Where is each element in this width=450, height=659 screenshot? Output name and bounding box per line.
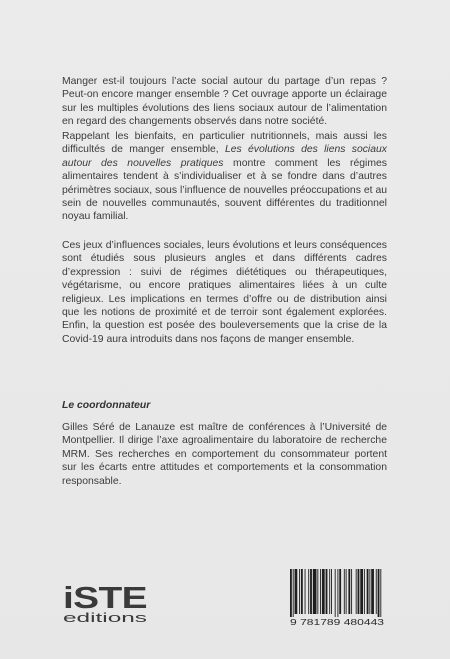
- description-text-2-end: montre comment les régimes alimentaires tendent à s’individualiser et à se fondre dans d’autres périmètres sociaux, sous l’influence de nouvelles préoccupations et au sein de nouvelles communautés, souvent différentes du traditionnel noyau familial.: [62, 157, 387, 223]
- description-paragraph-3: [62, 239, 387, 354]
- barcode-bar: [358, 569, 360, 614]
- barcode-bar: [329, 569, 330, 614]
- book-title-italic: Les évolutions des liens sociaux autour des nouvelles pratiques: [62, 144, 387, 169]
- barcode-bar: [331, 569, 332, 614]
- description-text-3: Ces jeux d’influences sociales, leurs évolutions et leurs conséquences sont étudiés sous plusieurs angles et dans différents cadres d’expression : suivi de régimes diététiques ou thérapeutiques, végétarisme, ou encore pratiques alimentaires liées à un culte religieux. Les implications en termes d’offre ou de distribution ainsi que les notions de proximité et de terroir sont également explorées. Enfin, la question est posée des bouleversements que la crise de la Covid-19 aura introduits dans nos façons de manger ensemble.: [62, 240, 387, 345]
- barcode-bar: [369, 569, 370, 614]
- barcode-bars: [290, 569, 381, 617]
- description-paragraph-1: [62, 75, 387, 137]
- barcode-number: 9 781789 480443: [290, 618, 385, 627]
- barcode-bar: [293, 569, 294, 617]
- barcode-bar: [335, 569, 336, 617]
- barcode-bar: [344, 569, 345, 614]
- barcode-bar: [339, 569, 341, 614]
- iste-editions-logo: [61, 580, 149, 626]
- barcode-bar: [378, 569, 380, 617]
- barcode-bar: [348, 569, 350, 614]
- description-text-2: [62, 130, 387, 224]
- barcode-bar: [371, 569, 374, 614]
- barcode-bar: [376, 569, 377, 614]
- barcode-bar: [299, 569, 300, 614]
- barcode-bar: [346, 569, 347, 614]
- barcode-bar: [310, 569, 312, 614]
- barcode-bar: [380, 569, 381, 617]
- barcode-bar: [364, 569, 365, 614]
- logo-wordmark: iSTE: [63, 580, 147, 615]
- barcode-bar: [326, 569, 328, 614]
- description-text-1: Manger est-il toujours l’acte social autour du partage d’un repas ? Peut-on encore manger ensemble ? Cet ouvrage apporte un éclairage sur les multiples évolutions des liens sociaux autour de l’alimentation en regard des changements observés dans notre société.: [62, 76, 387, 128]
- barcode-bar: [351, 569, 352, 614]
- barcode-bar: [317, 569, 318, 614]
- barcode-bar: [308, 569, 309, 614]
- barcode-bar: [313, 569, 317, 614]
- isbn-barcode: [287, 567, 387, 627]
- barcode-bar: [320, 569, 321, 614]
- barcode-bar: [301, 569, 303, 614]
- barcode-bar: [367, 569, 369, 614]
- barcode-bar: [337, 569, 338, 617]
- logo-subtitle: editions: [63, 611, 147, 625]
- coordinator-bio-text: Gilles Séré de Lanauze est maître de conférences à l’Université de Montpellier. Il dirige l’axe agroalimentaire du laboratoire de recherche MRM. Ses recherches en comportement du consommateur portent sur les écarts entre attitudes et comportements et la consommation responsable.: [62, 422, 387, 487]
- barcode-bar: [305, 569, 306, 614]
- barcode-bar: [360, 569, 363, 614]
- barcode-bar: [356, 569, 357, 614]
- coordinator-heading: Le coordonnateur: [62, 400, 151, 411]
- description-paragraph-2: [62, 130, 387, 232]
- barcode-bar: [295, 569, 298, 614]
- barcode-bar: [322, 569, 325, 614]
- coordinator-bio: [62, 421, 387, 496]
- barcode-bar: [290, 569, 292, 617]
- description-text-2-start: Rappelant les bienfaits, en particulier nutritionnels, mais aussi les difficultés de manger ensemble,: [62, 131, 387, 156]
